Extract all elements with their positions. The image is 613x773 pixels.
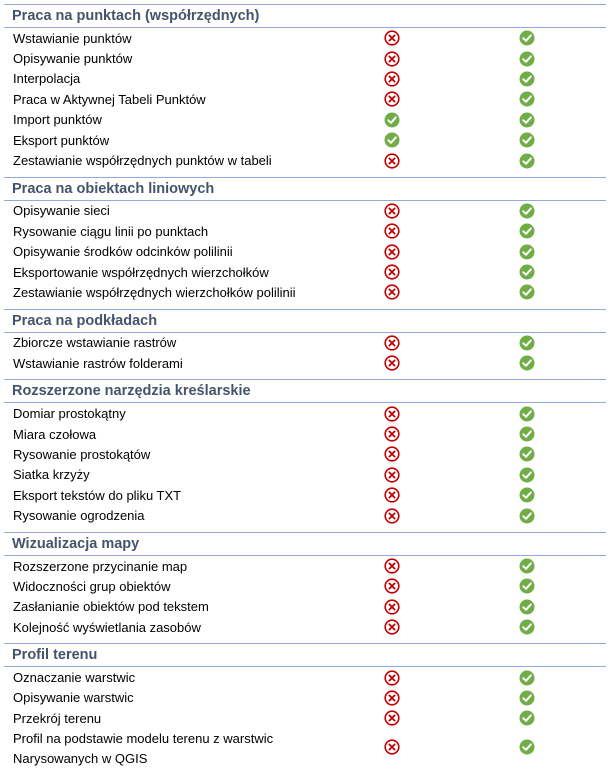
status-cell-basic (384, 426, 400, 442)
check-icon (519, 132, 535, 148)
feature-label: Interpolacja (13, 71, 81, 87)
table-row (4, 708, 606, 728)
status-cell-basic (384, 153, 400, 169)
feature-label: Widoczności grup obiektów (13, 578, 171, 594)
cross-icon (384, 599, 400, 615)
feature-label: Eksport tekstów do pliku TXT (13, 487, 182, 503)
feature-label: Rysowanie ogrodzenia (13, 508, 145, 524)
cross-icon (384, 30, 400, 46)
table-row (4, 69, 606, 89)
feature-label: Kolejność wyświetlania zasobów (13, 619, 201, 635)
status-cell-basic (384, 91, 400, 107)
section (4, 532, 606, 638)
status-cell-extended (519, 244, 535, 260)
feature-label: Eksportowanie współrzędnych wierzchołków (13, 264, 269, 280)
section-title: Praca na obiektach liniowych (4, 177, 606, 201)
status-cell-basic (384, 508, 400, 524)
status-cell-basic (384, 30, 400, 46)
status-cell-extended (519, 406, 535, 422)
cross-icon (384, 710, 400, 726)
cross-icon (384, 426, 400, 442)
cross-icon (384, 487, 400, 503)
feature-label: Opisywanie warstwic (13, 690, 134, 706)
status-cell-basic (384, 203, 400, 219)
table-row (4, 221, 606, 241)
status-cell-basic (384, 51, 400, 67)
status-cell-basic (384, 739, 400, 755)
check-icon (519, 223, 535, 239)
status-cell-extended (519, 264, 535, 280)
check-icon (519, 508, 535, 524)
check-icon (519, 578, 535, 594)
feature-label: Przekrój terenu (13, 710, 102, 726)
status-cell-extended (519, 487, 535, 503)
table-row (4, 333, 606, 353)
feature-label: Opisywanie środków odcinków polilinii (13, 244, 233, 260)
cross-icon (384, 91, 400, 107)
status-cell-extended (519, 690, 535, 706)
check-icon (519, 244, 535, 260)
table-row (4, 729, 606, 769)
status-cell-extended (519, 112, 535, 128)
feature-label: Domiar prostokątny (13, 406, 126, 422)
check-icon (384, 112, 400, 128)
status-cell-extended (519, 670, 535, 686)
cross-icon (384, 670, 400, 686)
section-title: Rozszerzone narzędzia kreślarskie (4, 379, 606, 403)
check-icon (519, 51, 535, 67)
feature-label: Siatka krzyży (13, 467, 90, 483)
check-icon (519, 355, 535, 371)
feature-label: Rysowanie prostokątów (13, 446, 151, 462)
status-cell-basic (384, 619, 400, 635)
cross-icon (384, 446, 400, 462)
table-row (4, 262, 606, 282)
status-cell-extended (519, 223, 535, 239)
section-title: Wizualizacja mapy (4, 532, 606, 556)
section-title: Praca na punktach (współrzędnych) (4, 4, 606, 28)
table-row (4, 667, 606, 687)
check-icon (519, 264, 535, 280)
status-cell-extended (519, 335, 535, 351)
check-icon (519, 446, 535, 462)
table-row (4, 130, 606, 150)
table-row (4, 617, 606, 637)
status-cell-basic (384, 446, 400, 462)
check-icon (519, 335, 535, 351)
table-row (4, 28, 606, 48)
table-row (4, 444, 606, 464)
feature-label: Eksport punktów (13, 132, 110, 148)
table-row (4, 505, 606, 525)
status-cell-basic (384, 112, 400, 128)
cross-icon (384, 508, 400, 524)
status-cell-basic (384, 223, 400, 239)
table-row (4, 424, 606, 444)
status-cell-extended (519, 71, 535, 87)
section (4, 309, 606, 374)
table-row (4, 688, 606, 708)
feature-label: Miara czołowa (13, 426, 97, 442)
status-cell-extended (519, 558, 535, 574)
status-cell-extended (519, 51, 535, 67)
status-cell-basic (384, 71, 400, 87)
cross-icon (384, 264, 400, 280)
cross-icon (384, 355, 400, 371)
check-icon (519, 406, 535, 422)
feature-label: Wstawianie rastrów folderami (13, 355, 183, 371)
status-cell-basic (384, 578, 400, 594)
cross-icon (384, 223, 400, 239)
feature-label: Opisywanie sieci (13, 203, 110, 219)
feature-label: Praca w Aktywnej Tabeli Punktów (13, 91, 206, 107)
status-cell-extended (519, 426, 535, 442)
check-icon (519, 153, 535, 169)
cross-icon (384, 467, 400, 483)
table-row (4, 485, 606, 505)
feature-label: Zestawianie współrzędnych wierzchołków polilinii (13, 284, 296, 300)
table-row (4, 89, 606, 109)
feature-label: Import punktów (13, 112, 102, 128)
table-row (4, 597, 606, 617)
status-cell-extended (519, 153, 535, 169)
check-icon (519, 426, 535, 442)
table-row (4, 48, 606, 68)
check-icon (519, 487, 535, 503)
cross-icon (384, 578, 400, 594)
table-row (4, 150, 606, 170)
status-cell-basic (384, 599, 400, 615)
status-cell-basic (384, 406, 400, 422)
status-cell-extended (519, 508, 535, 524)
feature-label: Oznaczanie warstwic (13, 670, 136, 686)
feature-label: Profil na podstawie modelu terenu z warstwic Narysowanych w QGIS (13, 730, 274, 766)
section (4, 4, 606, 171)
status-cell-extended (519, 203, 535, 219)
check-icon (519, 91, 535, 107)
status-cell-extended (519, 446, 535, 462)
status-cell-basic (384, 355, 400, 371)
check-icon (519, 30, 535, 46)
feature-label: Opisywanie punktów (13, 51, 133, 67)
cross-icon (384, 153, 400, 169)
check-icon (519, 599, 535, 615)
status-cell-extended (519, 578, 535, 594)
status-cell-extended (519, 132, 535, 148)
feature-label: Zasłanianie obiektów pod tekstem (13, 599, 209, 615)
status-cell-basic (384, 710, 400, 726)
status-cell-basic (384, 335, 400, 351)
section-title: Praca na podkładach (4, 309, 606, 333)
section (4, 177, 606, 303)
feature-label: Wstawianie punktów (13, 30, 132, 46)
status-cell-extended (519, 91, 535, 107)
section (4, 643, 606, 768)
check-icon (519, 619, 535, 635)
check-icon (519, 112, 535, 128)
check-icon (519, 710, 535, 726)
table-row (4, 242, 606, 262)
status-cell-basic (384, 690, 400, 706)
status-cell-basic (384, 244, 400, 260)
table-row (4, 110, 606, 130)
cross-icon (384, 71, 400, 87)
check-icon (519, 284, 535, 300)
feature-label: Zbiorcze wstawianie rastrów (13, 335, 177, 351)
cross-icon (384, 619, 400, 635)
table-row (4, 282, 606, 302)
check-icon (519, 558, 535, 574)
cross-icon (384, 406, 400, 422)
cross-icon (384, 51, 400, 67)
cross-icon (384, 739, 400, 755)
check-icon (519, 670, 535, 686)
table-row (4, 353, 606, 373)
status-cell-extended (519, 710, 535, 726)
check-icon (519, 203, 535, 219)
status-cell-extended (519, 739, 535, 755)
check-icon (384, 132, 400, 148)
cross-icon (384, 284, 400, 300)
check-icon (519, 467, 535, 483)
check-icon (519, 71, 535, 87)
table-row (4, 201, 606, 221)
section-title: Profil terenu (4, 643, 606, 667)
feature-label: Rozszerzone przycinanie map (13, 558, 188, 574)
cross-icon (384, 244, 400, 260)
table-row (4, 403, 606, 423)
status-cell-basic (384, 670, 400, 686)
status-cell-basic (384, 132, 400, 148)
cross-icon (384, 558, 400, 574)
table-row (4, 465, 606, 485)
status-cell-basic (384, 264, 400, 280)
feature-label: Zestawianie współrzędnych punktów w tabeli (13, 153, 272, 169)
status-cell-basic (384, 487, 400, 503)
status-cell-extended (519, 284, 535, 300)
cross-icon (384, 690, 400, 706)
cross-icon (384, 203, 400, 219)
status-cell-basic (384, 558, 400, 574)
status-cell-extended (519, 619, 535, 635)
check-icon (519, 690, 535, 706)
status-cell-extended (519, 355, 535, 371)
section (4, 379, 606, 525)
table-row (4, 576, 606, 596)
status-cell-basic (384, 284, 400, 300)
status-cell-extended (519, 467, 535, 483)
status-cell-extended (519, 599, 535, 615)
table-row (4, 556, 606, 576)
status-cell-extended (519, 30, 535, 46)
status-cell-basic (384, 467, 400, 483)
check-icon (519, 739, 535, 755)
feature-label: Rysowanie ciągu linii po punktach (13, 223, 209, 239)
cross-icon (384, 335, 400, 351)
feature-comparison-table (4, 0, 606, 769)
